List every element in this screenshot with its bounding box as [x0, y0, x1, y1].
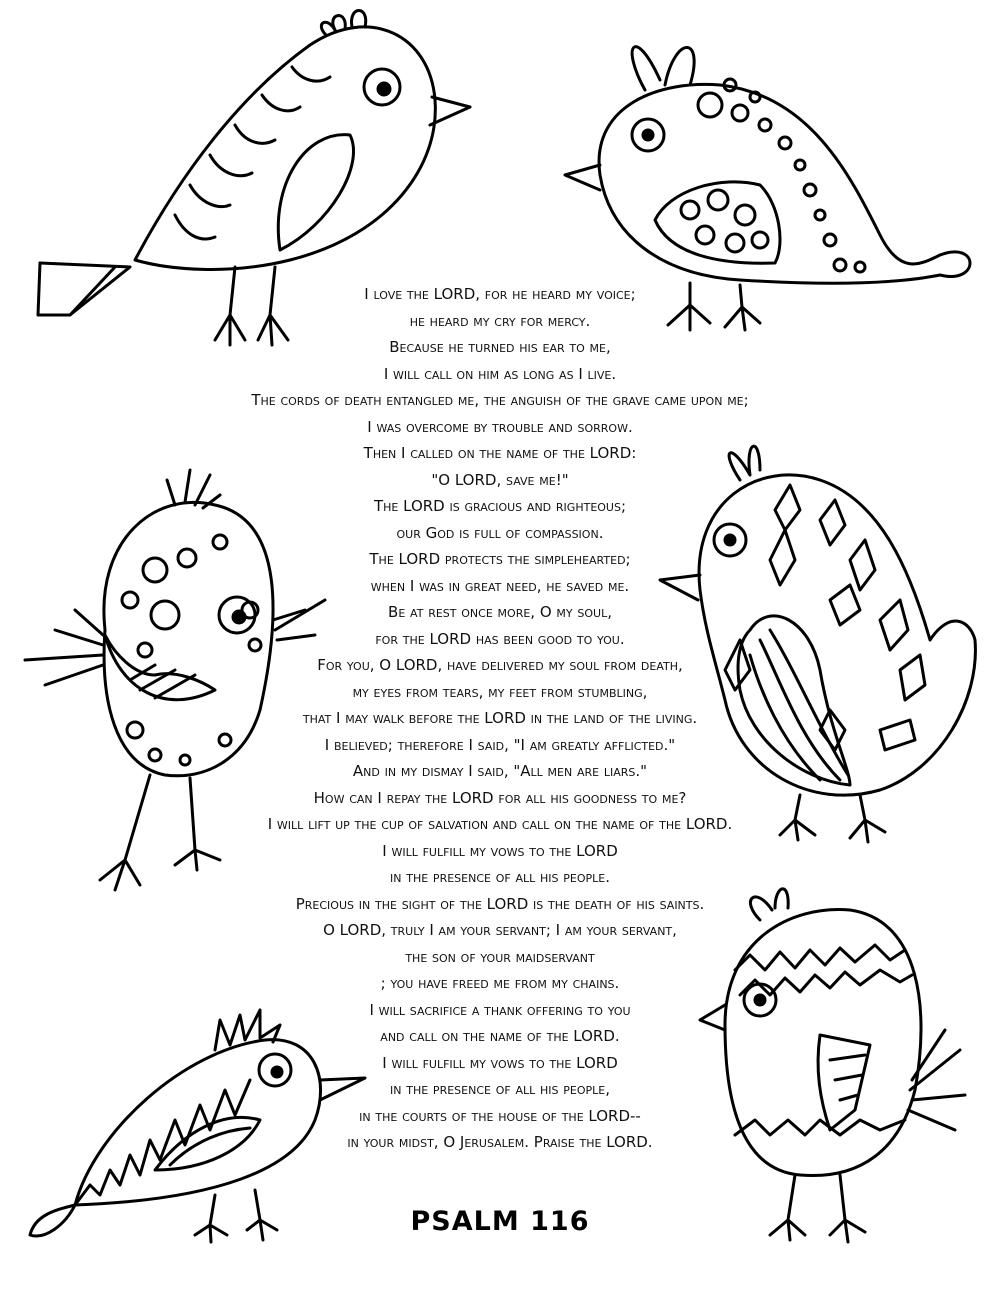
psalm-line: Be at rest once more, O my soul,: [388, 603, 612, 621]
psalm-line: O LORD, truly I am your servant; I am your servant,: [323, 921, 677, 939]
psalm-line: Precious in the sight of the LORD is the death of his saints.: [295, 894, 705, 913]
psalm-reference: PSALM 116: [410, 1206, 590, 1237]
psalm-line: in the presence of all his people,: [389, 1080, 611, 1098]
psalm-line: I will fulfill my vows to the LORD: [382, 1053, 618, 1072]
psalm-line: The cords of death entangled me, the anguish of the grave came upon me;: [251, 391, 749, 409]
psalm-line: The LORD is gracious and righteous;: [373, 497, 627, 515]
psalm-line: that I may walk before the LORD in the land of the living.: [302, 709, 698, 727]
psalm-line: The LORD protects the simplehearted;: [369, 550, 631, 568]
psalm-text: [200, 281, 800, 1156]
psalm-line: I will call on him as long as I live.: [383, 364, 617, 383]
psalm-line: in the courts of the house of the LORD--: [359, 1106, 641, 1125]
psalm-line: I will fulfill my vows to the LORD: [382, 841, 618, 860]
psalm-line: for the LORD has been good to you.: [375, 629, 625, 648]
psalm-line: my eyes from tears, my feet from stumbling,: [352, 682, 648, 701]
psalm-line: I love the LORD, for he heard my voice;: [364, 285, 636, 303]
psalm-line: "O LORD, save me!": [431, 470, 569, 489]
psalm-line: For you, O LORD, have delivered my soul from death,: [317, 656, 683, 674]
psalm-line: in your midst, O Jerusalem. Praise the LORD.: [347, 1133, 653, 1151]
psalm-line: in the presence of all his people.: [389, 868, 611, 886]
psalm-line: I will lift up the cup of salvation and call on the name of the LORD.: [267, 815, 733, 833]
psalm-line: Then I called on the name of the LORD:: [363, 444, 637, 462]
psalm-line: the son of your maidservant: [405, 947, 595, 966]
psalm-line: and call on the name of the LORD.: [380, 1027, 620, 1045]
psalm-line: I will sacrifice a thank offering to you: [369, 1000, 631, 1019]
psalm-line: I believed; therefore I said, "I am greatly afflicted.": [324, 735, 676, 754]
psalm-line: Because he turned his ear to me,: [389, 338, 611, 356]
psalm-line: I was overcome by trouble and sorrow.: [367, 417, 633, 436]
psalm-line: when I was in great need, he saved me.: [370, 576, 630, 595]
psalm-line: he heard my cry for mercy.: [409, 311, 591, 330]
psalm-line: our God is full of compassion.: [396, 523, 604, 542]
psalm-line: How can I repay the LORD for all his goodness to me?: [313, 788, 687, 807]
psalm-line: And in my dismay I said, "All men are liars.": [352, 762, 648, 780]
psalm-line: ; you have freed me from my chains.: [380, 974, 620, 992]
